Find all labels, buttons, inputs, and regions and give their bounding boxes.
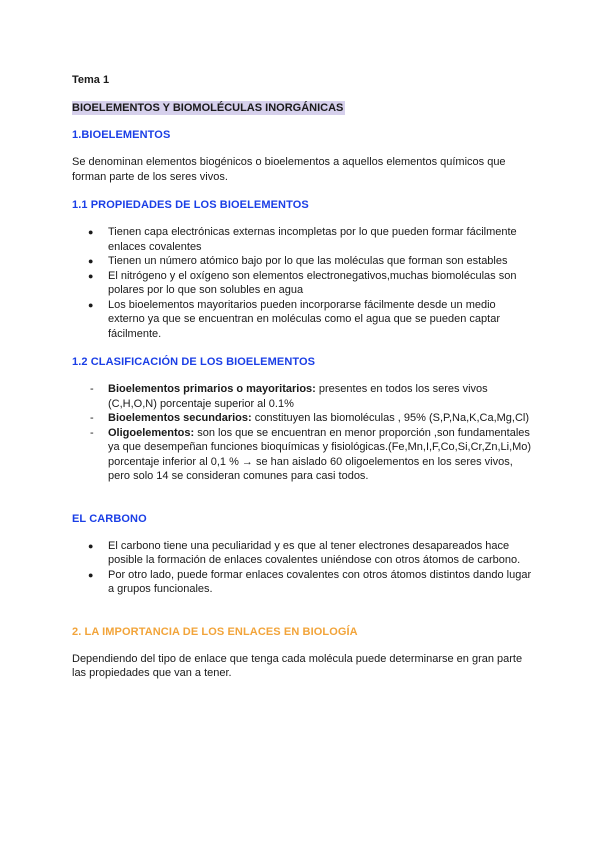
carbono-list <box>72 539 532 597</box>
list-item-text: presentes en todos los seres vivos (C,H,O,N) porcentaje superior al 0.1% <box>108 383 488 410</box>
list-item <box>72 411 532 426</box>
list-item <box>72 426 532 484</box>
bullet-icon: ● <box>88 256 94 266</box>
properties-list <box>72 225 532 341</box>
list-item <box>72 298 532 342</box>
list-item-text: Por otro lado, puede formar enlaces covalentes con otros átomos distintos dando lugar a grupos funcionales. <box>108 568 532 595</box>
list-item-text: El nitrógeno y el oxígeno son elementos electronegativos,muchas biomoléculas son polares por lo que son solubles en agua <box>108 269 517 296</box>
list-item-text: Tienen capa electrónicas externas incompletas por lo que pueden formar fácilmente enlaces covalentes <box>108 226 517 253</box>
section-1-heading: 1.BIOELEMENTOS <box>72 129 171 141</box>
document-title: BIOELEMENTOS Y BIOMOLÉCULAS INORGÁNICAS <box>72 102 344 114</box>
bullet-icon: ● <box>88 270 94 281</box>
section-1-1-heading: 1.1 PROPIEDADES DE LOS BIOELEMENTOS <box>72 199 309 211</box>
list-item <box>72 254 532 269</box>
section-2-text: Dependiendo del tipo de enlace que tenga cada molécula puede determinarse en gran parte las propiedades que van a tener. <box>72 652 523 679</box>
list-item <box>72 382 532 411</box>
list-item <box>72 568 532 597</box>
dash-marker: - <box>90 383 94 395</box>
bullet-icon: ● <box>88 227 94 237</box>
section-1-2-heading: 1.2 CLASIFICACIÓN DE LOS BIOELEMENTOS <box>72 356 316 368</box>
classification-list <box>72 382 532 484</box>
dash-marker: - <box>90 426 94 439</box>
bullet-icon: ● <box>88 569 94 580</box>
bullet-icon: ● <box>88 299 94 310</box>
document-page <box>72 73 532 681</box>
bullet-icon: ● <box>88 540 94 551</box>
list-item <box>72 269 532 298</box>
list-item-term: Bioelementos primarios o mayoritarios: <box>108 383 316 395</box>
document-title-block <box>72 101 532 115</box>
list-item-text: constituyen las biomoléculas , 95% (S,P,Na,K,Ca,Mg,Cl) <box>251 412 530 424</box>
list-item <box>72 539 532 568</box>
section-2-heading: 2. LA IMPORTANCIA DE LOS ENLACES EN BIOLOGÍA <box>72 625 358 638</box>
tema-label: Tema 1 <box>72 74 110 86</box>
section-1-text: Se denominan elementos biogénicos o bioelementos a aquellos elementos químicos que forman parte de los seres vivos. <box>72 156 506 183</box>
list-item-text: Los bioelementos mayoritarios pueden incorporarse fácilmente desde un medio externo ya que se encuentran en moléculas como el agua que se pueden captar fácilmente. <box>108 298 500 340</box>
dash-marker: - <box>90 412 94 424</box>
list-item <box>72 225 532 254</box>
list-item-text: Tienen un número atómico bajo por lo que las moléculas que forman son estables <box>108 255 508 267</box>
list-item-text: El carbono tiene una peculiaridad y es que al tener electrones desapareados hace posible la formación de enlaces covalentes uniéndose con otros átomos de carbono. <box>108 539 521 566</box>
list-item-term: Oligoelementos: <box>108 426 195 439</box>
carbono-heading: EL CARBONO <box>72 512 147 525</box>
list-item-text: son los que se encuentran en menor proporción ,son fundamentales ya que desempeñan funciones bioquímicas y fisiológicas.(Fe,Mn,I,F,Co,Si,Cr,Zn,Li,Mo) porcentaje inferior al 0,1 % → se han aislado 60 oligoelementos en los seres vivos, pero solo 14 se consideran comunes para casi todos. <box>108 426 532 482</box>
list-item-term: Bioelementos secundarios: <box>108 412 252 424</box>
